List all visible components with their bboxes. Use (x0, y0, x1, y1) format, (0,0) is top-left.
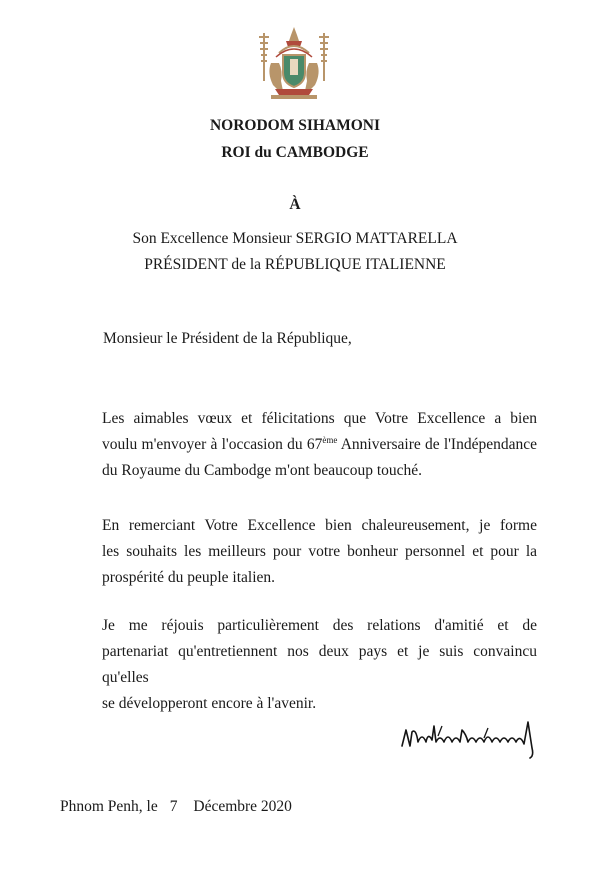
royal-coat-of-arms-icon (259, 27, 329, 103)
paragraph-2-line-3: prospérité du peuple italien. (102, 569, 276, 586)
handwritten-signature (398, 712, 548, 762)
paragraph-3-line-3: se développeront encore à l'avenir. (102, 695, 317, 712)
recipient-line-1 (0, 230, 590, 248)
paragraph-1-line-2: voulu m'envoyer à l'occasion du 67ème Anniversaire de l'Indépendance (102, 435, 537, 453)
king-title: ROI du CAMBODGE (221, 144, 369, 161)
paragraph-1 (102, 406, 537, 484)
dateline-place: Phnom Penh, le (60, 798, 162, 815)
paragraph-3-line-1: Je me réjouis particulièrement des relations d'amitié et de (102, 617, 537, 634)
addressed-to: À (289, 196, 301, 213)
recipient-name: SERGIO MATTARELLA (295, 230, 458, 247)
paragraph-1-line-1: Les aimables vœux et félicitations que Votre Excellence a bien (102, 410, 537, 427)
paragraph-2 (102, 513, 537, 591)
ordinal-suffix: ème (322, 435, 338, 445)
king-name: NORODOM SIHAMONI (209, 117, 381, 134)
recipient-title: PRÉSIDENT de la RÉPUBLIQUE ITALIENNE (144, 256, 446, 273)
paragraph-1-line-3: du Royaume du Cambodge m'ont beaucoup touché. (102, 462, 423, 479)
salutation: Monsieur le Président de la République, (103, 330, 352, 347)
dateline-month-year: Décembre 2020 (193, 798, 292, 815)
paragraph-3 (102, 613, 537, 717)
recipient-honorific: Son Excellence Monsieur (132, 230, 296, 247)
dateline (60, 798, 292, 816)
paragraph-2-line-1: En remerciant Votre Excellence bien chaleureusement, je forme (102, 517, 537, 534)
paragraph-2-line-2: les souhaits les meilleurs pour votre bonheur personnel et pour la (102, 543, 537, 560)
dateline-day: 7 (169, 798, 178, 815)
paragraph-3-line-2: partenariat qu'entretiennent nos deux pays et je suis convaincu qu'elles (102, 643, 537, 686)
